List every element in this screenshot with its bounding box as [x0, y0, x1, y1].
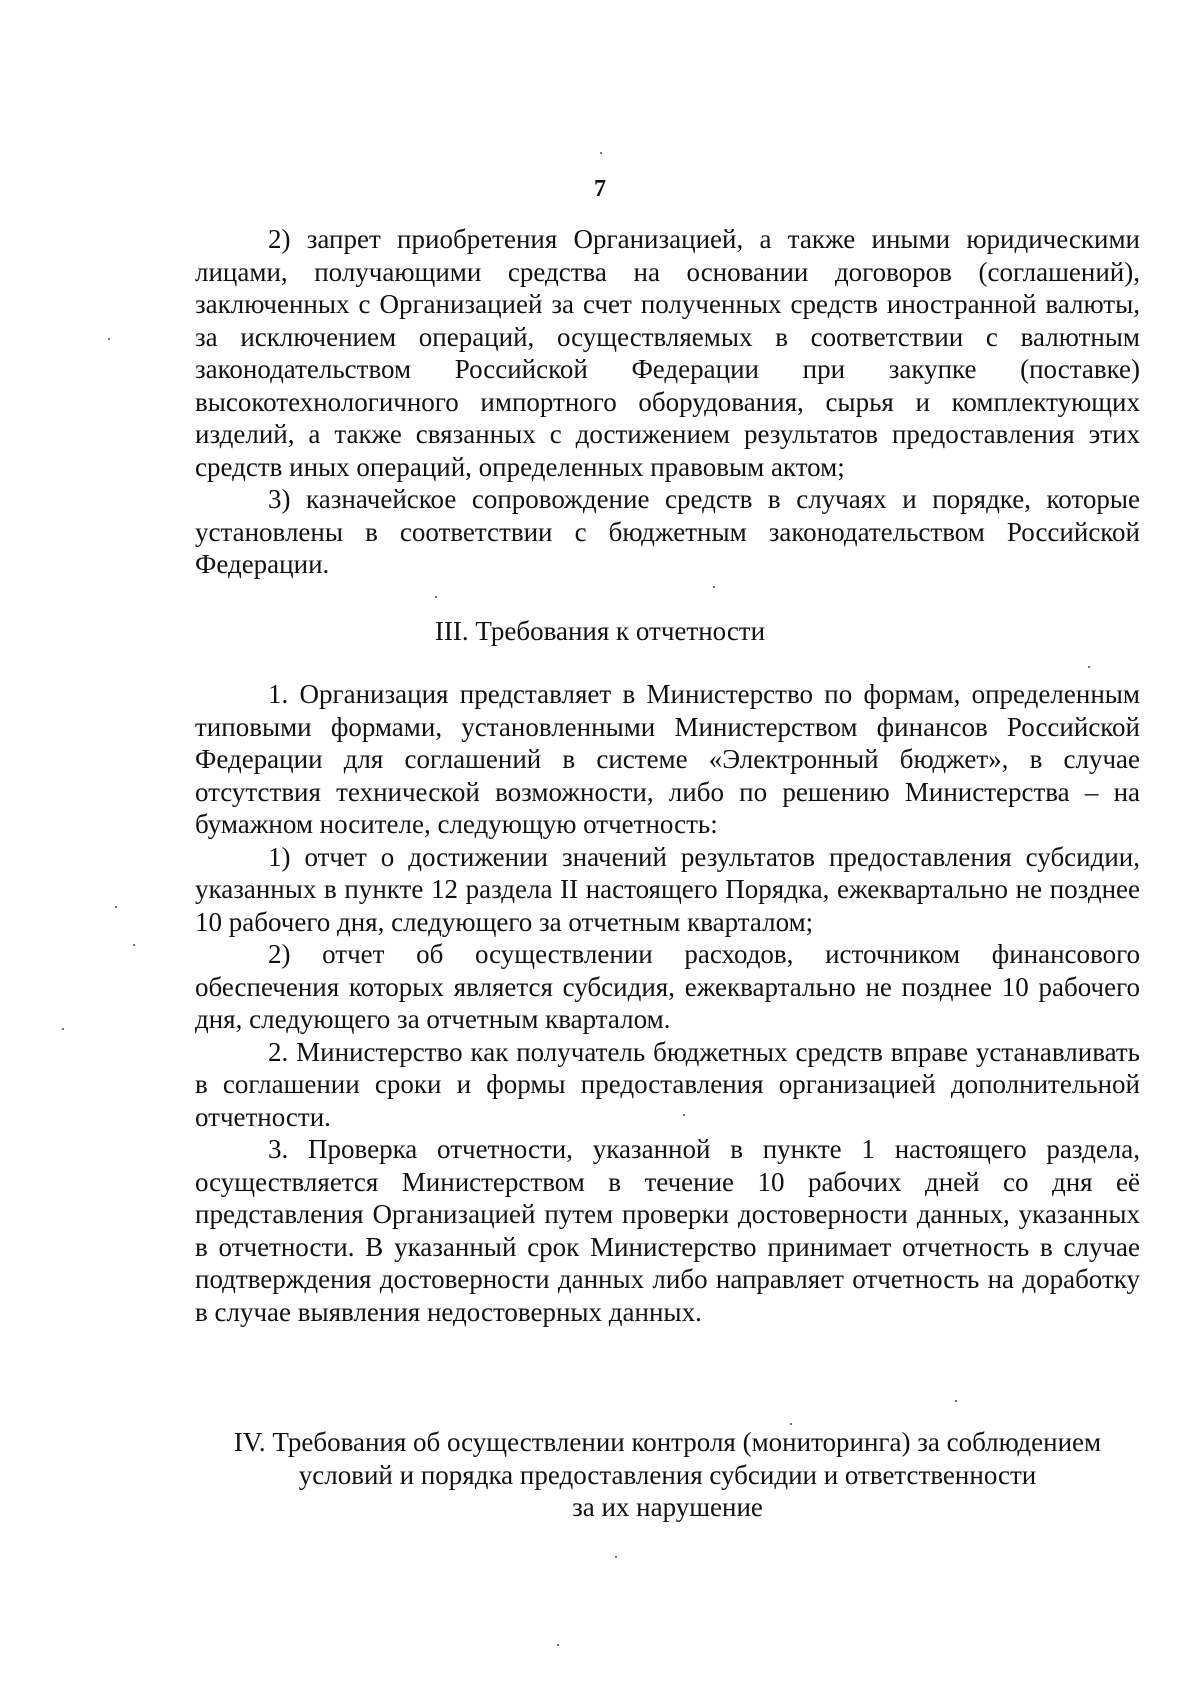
paragraph: 2) запрет приобретения Организацией, а также иными юридическими лицами, получающими средства на основании договоров (соглашений), заключенных с Организацией за счет полученных средств иностранной валюты, за исключением операций, осуществляемых в соответствии с валютным законодательством Российской Федерации при закупке (поставке) высокотехнологичного импортного оборудования, сырья и комплектующих изделий, а также связанных с достижением результатов предоставления этих средств иных операций, определенных правовым актом; [195, 224, 1140, 482]
paragraph: 1. Организация представляет в Министерство по формам, определенным типовыми формами, установленными Министерством финансов Российской Федерации для соглашений в системе «Электронный бюджет», в случае отсутствия технической возможности, либо по решению Министерства – на бумажном носителе, следующую отчетность: [195, 679, 1140, 839]
scan-speck [615, 1556, 617, 1558]
scan-speck [133, 944, 135, 946]
section-4-heading-line: условий и порядка предоставления субсидии и ответственности [298, 1459, 1037, 1490]
scan-speck [955, 1400, 957, 1402]
scan-speck [435, 596, 437, 598]
section-4-heading [195, 1426, 1140, 1524]
paragraph: 3. Проверка отчетности, указанной в пункте 1 настоящего раздела, осуществляется Министерством в течение 10 рабочих дней со дня её представления Организацией путем проверки достоверности данных, указанных в отчетности. В указанный срок Министерство принимает отчетность в случае подтверждения достоверности данных либо направляет отчетность на доработку в случае выявления недостоверных данных. [195, 1134, 1140, 1327]
page-number: 7 [594, 176, 606, 202]
scan-speck [683, 1114, 685, 1116]
paragraphs-top [195, 223, 1140, 581]
scan-speck [115, 906, 117, 908]
scan-speck [713, 586, 715, 588]
section-4-heading-line: IV. Требования об осуществлении контроля (мониторинга) за соблюдением [233, 1427, 1102, 1457]
scan-speck [62, 1028, 64, 1030]
section-3-paragraphs [195, 678, 1140, 1328]
paragraph: 2) отчет об осуществлении расходов, источником финансового обеспечения которых является субсидия, ежеквартально не позднее 10 рабочего дня, следующего за отчетным кварталом. [195, 939, 1140, 1034]
scan-speck [1088, 666, 1090, 668]
paragraph: 3) казначейское сопровождение средств в случаях и порядке, которые установлены в соответствии с бюджетным законодательством Российской Федерации. [195, 484, 1140, 579]
scan-speck [790, 1423, 792, 1425]
paragraph: 2. Министерство как получатель бюджетных средств вправе устанавливать в соглашении сроки и формы предоставления организацией дополнительной отчетности. [195, 1036, 1140, 1132]
scan-speck [600, 152, 602, 154]
section-4-heading-line: за их нарушение [572, 1492, 763, 1522]
scan-speck [108, 338, 110, 340]
section-3-heading: III. Требования к отчетности [434, 616, 766, 646]
scan-speck [557, 1644, 559, 1646]
paragraph: 1) отчет о достижении значений результатов предоставления субсидии, указанных в пункте 12 раздела II настоящего Порядка, ежеквартально не позднее 10 рабочего дня, следующего за отчетным кварталом; [195, 841, 1140, 937]
